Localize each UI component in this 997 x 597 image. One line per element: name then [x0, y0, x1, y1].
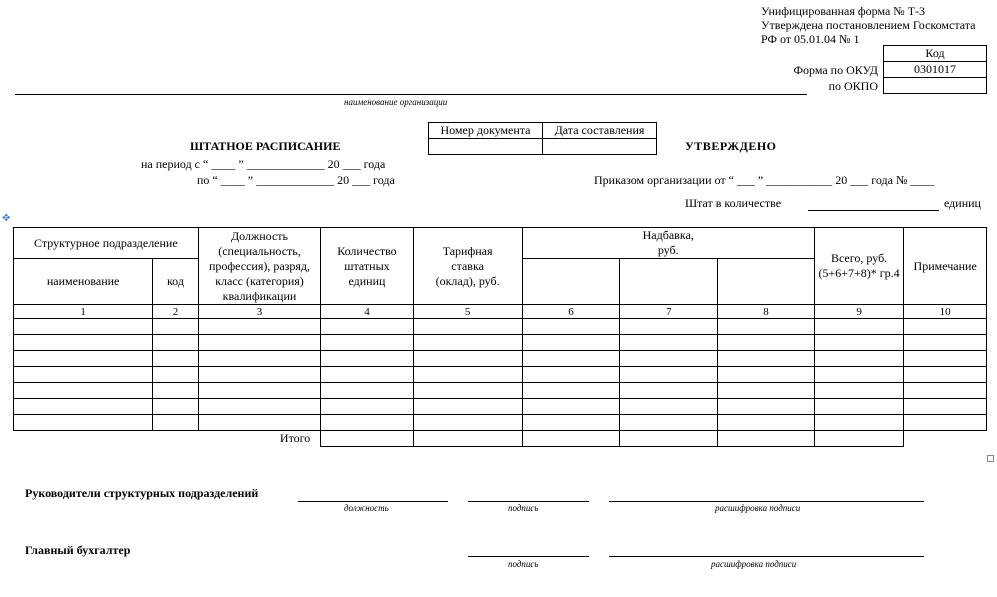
doc-number-field[interactable] [429, 139, 543, 155]
allowance-col-8[interactable] [718, 259, 815, 305]
unit-code-header: код [153, 259, 198, 305]
okud-label: Форма по ОКУД [793, 63, 878, 77]
col-number: 5 [413, 305, 522, 319]
itogo-allow-6[interactable] [522, 431, 620, 447]
signature-caption: подпись [508, 559, 539, 569]
allowance-col-6[interactable] [522, 259, 620, 305]
table-row[interactable] [14, 335, 987, 351]
position-header: Должность (специальность, профессия), разряд, класс (категория) квалификации [198, 228, 321, 305]
count-header: Количество штатных единиц [321, 228, 413, 305]
itogo-label: Итого [279, 431, 311, 446]
okpo-label: по ОКПО [828, 79, 878, 93]
col-number: 9 [814, 305, 904, 319]
column-numbers-row [14, 305, 987, 319]
chief-signature-line[interactable] [468, 556, 589, 557]
decoding-caption: расшифровка подписи [711, 559, 797, 569]
approval-order[interactable]: Приказом организации от “ ___ ” ___________ 20 ___ года № ____ [594, 173, 935, 187]
allowance-col-7[interactable] [620, 259, 718, 305]
col-number: 10 [904, 305, 987, 319]
total-header: Всего, руб. (5+6+7+8)* гр.4 [814, 228, 904, 305]
itogo-rate[interactable] [413, 431, 522, 447]
doc-date-field[interactable] [543, 139, 657, 155]
form-name: Унифицированная форма № Т-3 [761, 4, 926, 18]
doc-number-header: Номер документа [429, 123, 543, 139]
doc-number-table [428, 122, 657, 155]
structural-unit-header: Структурное подразделение [14, 228, 199, 259]
table-row[interactable] [14, 319, 987, 335]
total-row [14, 431, 987, 447]
col-number: 4 [321, 305, 413, 319]
period-to[interactable]: по “ ____ ” _____________ 20 ___ года [197, 173, 395, 187]
signature-caption: подпись [508, 503, 539, 513]
position-caption: должность [344, 503, 389, 513]
chief-accountant-label: Главный бухгалтер [25, 543, 131, 557]
table-move-handle-icon[interactable]: ✥ [2, 213, 11, 224]
org-name-line[interactable] [15, 94, 807, 95]
heads-position-line[interactable] [298, 501, 448, 502]
staff-table [13, 227, 987, 447]
col-number: 3 [198, 305, 321, 319]
itogo-count[interactable] [321, 431, 413, 447]
note-header: Примечание [904, 228, 987, 305]
itogo-allow-8[interactable] [718, 431, 815, 447]
heads-decoding-line[interactable] [609, 501, 924, 502]
decree-date: РФ от 05.01.04 № 1 [761, 32, 860, 46]
table-row[interactable] [14, 367, 987, 383]
codes-table [883, 45, 987, 94]
col-number: 8 [718, 305, 815, 319]
staff-count-line[interactable] [808, 210, 939, 211]
allowance-header: Надбавка, руб. [522, 228, 814, 259]
table-row[interactable] [14, 399, 987, 415]
col-number: 6 [522, 305, 620, 319]
approved-title: УТВЕРЖДЕНО [685, 139, 777, 153]
org-caption: наименование организации [344, 97, 448, 107]
heads-signature-line[interactable] [468, 501, 589, 502]
period-from[interactable]: на период с “ ____ ” _____________ 20 ___ года [141, 157, 386, 171]
decoding-caption: расшифровка подписи [715, 503, 801, 513]
okpo-code[interactable] [884, 78, 987, 94]
okud-code[interactable]: 0301017 [884, 62, 987, 78]
unit-name-header: наименование [14, 259, 153, 305]
table-resize-handle-icon[interactable] [987, 455, 994, 462]
col-number: 1 [14, 305, 153, 319]
itogo-allow-7[interactable] [620, 431, 718, 447]
page-title: ШТАТНОЕ РАСПИСАНИЕ [190, 139, 341, 153]
approval-decree: Утверждена постановлением Госкомстата [761, 18, 976, 32]
col-number: 7 [620, 305, 718, 319]
chief-decoding-line[interactable] [609, 556, 924, 557]
staff-label: Штат в количестве [685, 196, 782, 210]
doc-date-header: Дата составления [543, 123, 657, 139]
heads-label: Руководители структурных подразделений [25, 486, 259, 500]
col-number: 2 [153, 305, 198, 319]
itogo-total[interactable] [814, 431, 904, 447]
table-row[interactable] [14, 383, 987, 399]
rate-header: Тарифная ставка (оклад), руб. [413, 228, 522, 305]
table-row[interactable] [14, 415, 987, 431]
code-header: Код [884, 46, 987, 62]
staff-units: единиц [944, 196, 981, 210]
table-row[interactable] [14, 351, 987, 367]
